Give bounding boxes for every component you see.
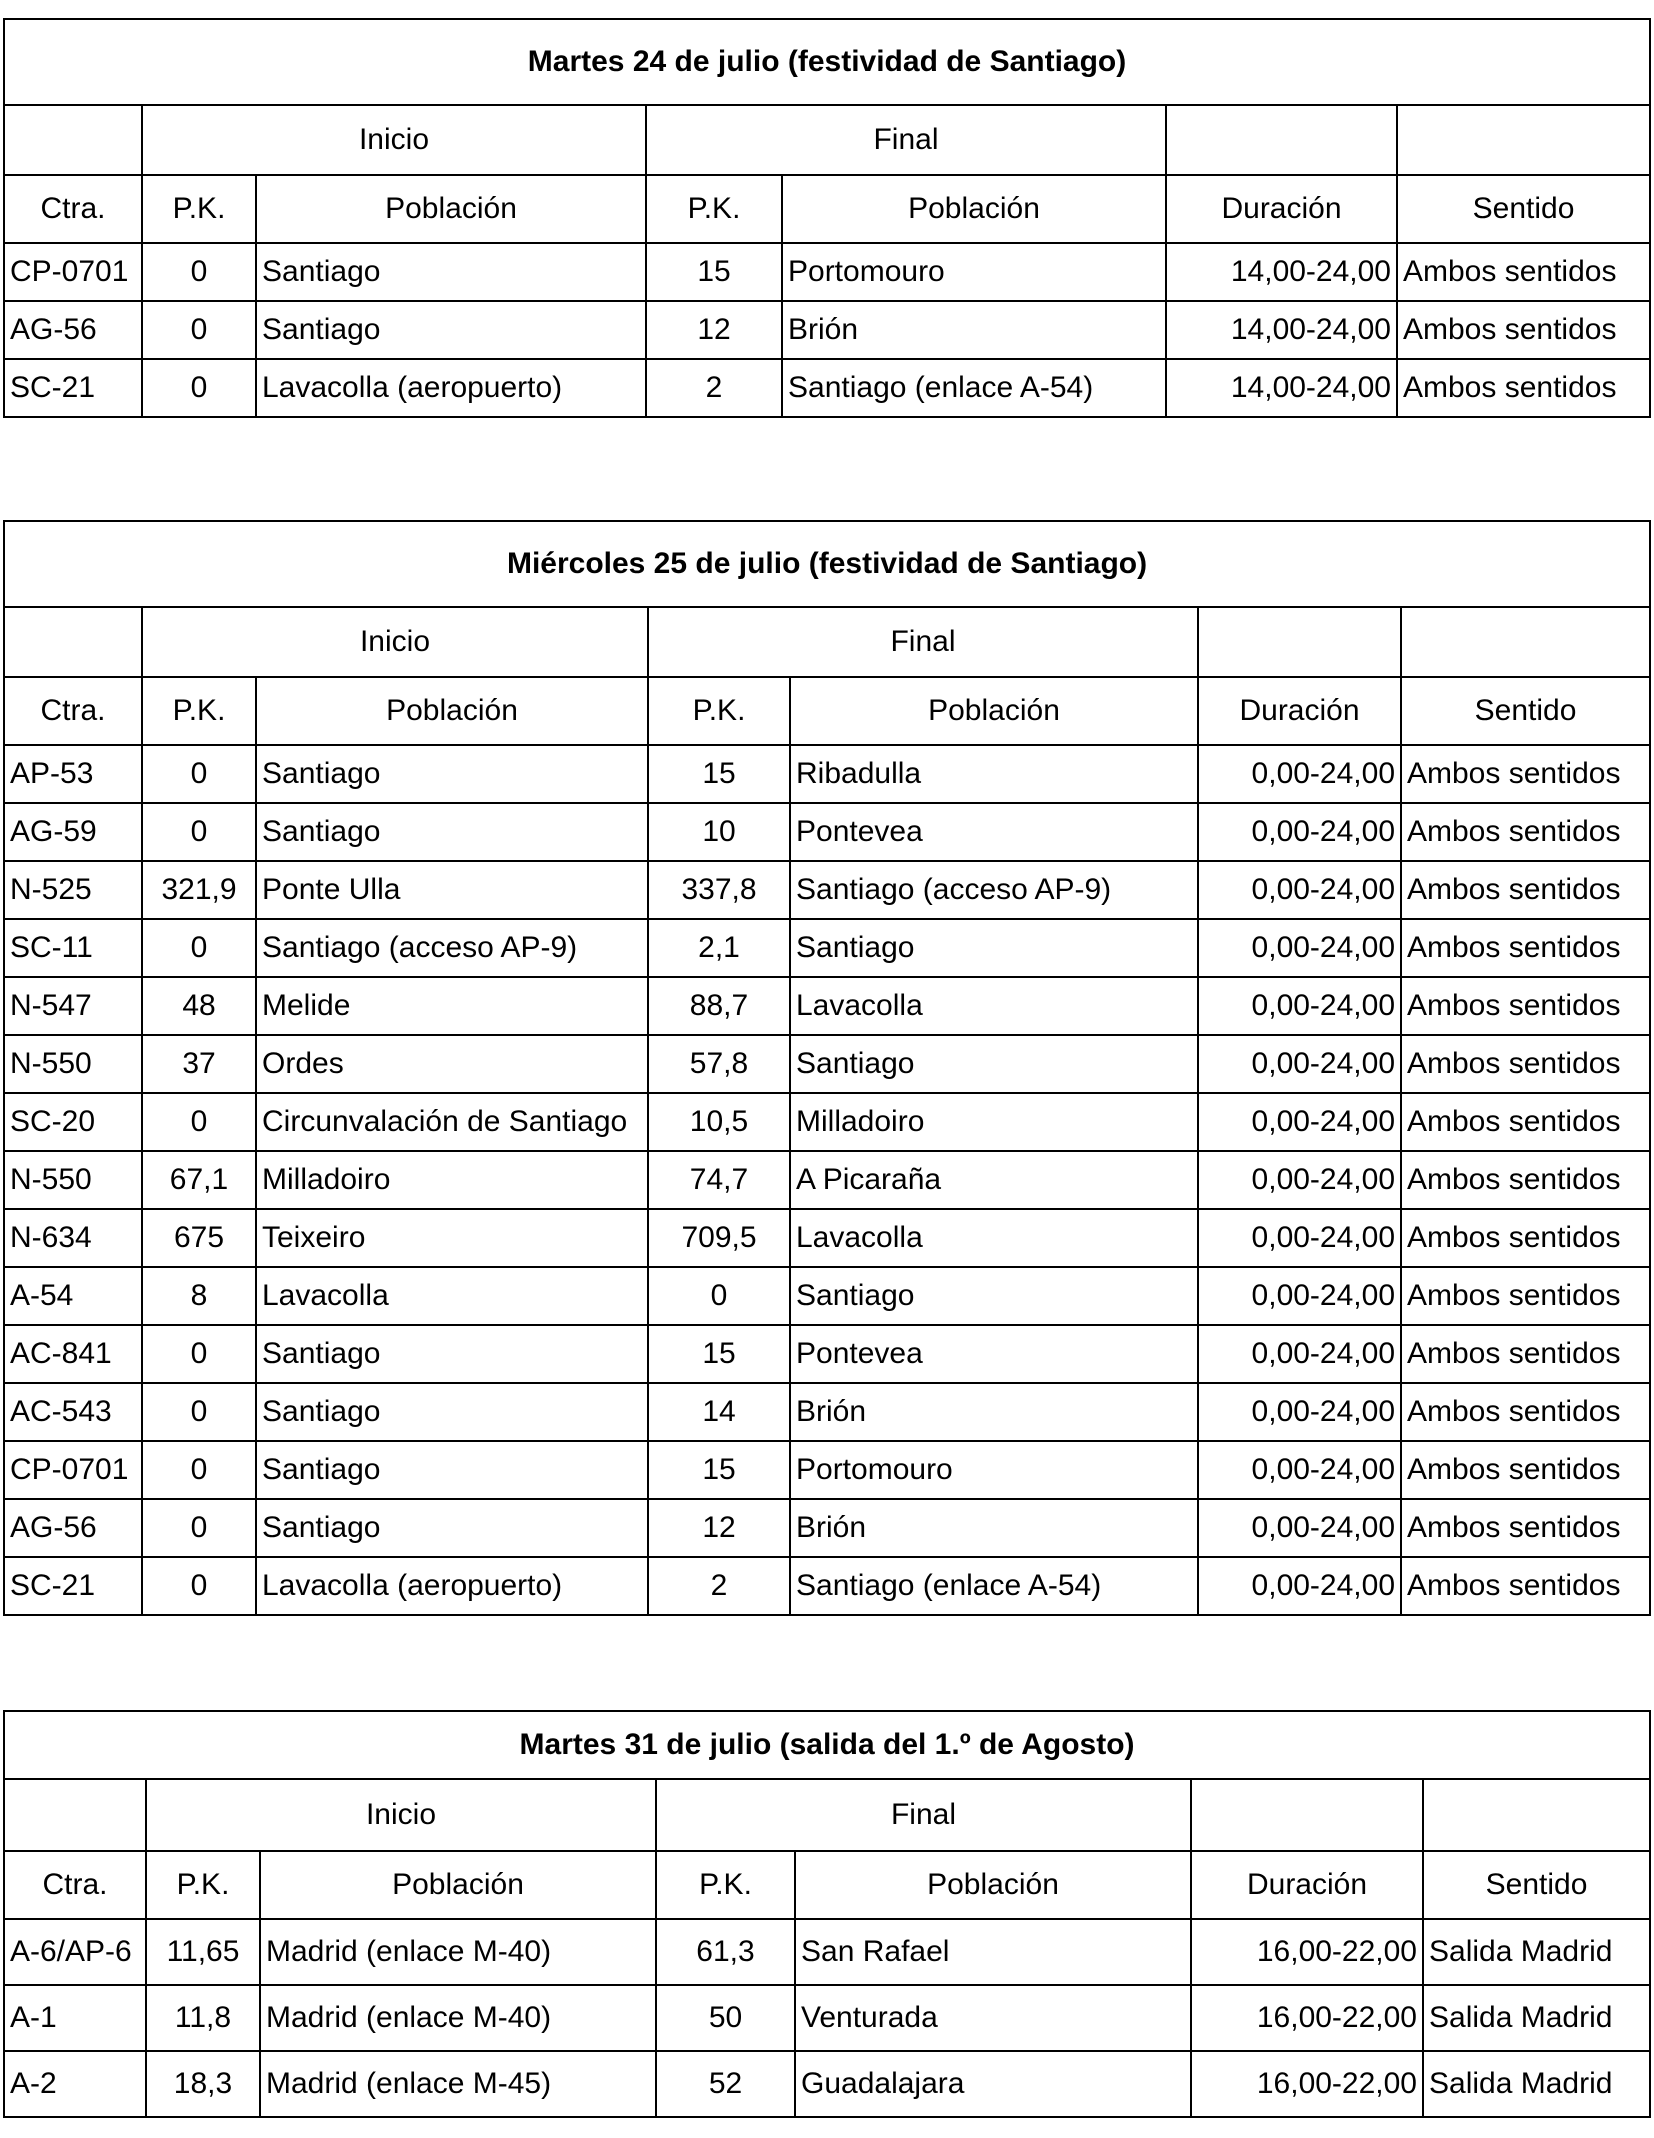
- cell-poblacion-final: Portomouro: [782, 243, 1166, 301]
- cell-pk-inicio: 8: [142, 1267, 256, 1325]
- cell-sentido: Ambos sentidos: [1401, 861, 1650, 919]
- cell-poblacion-inicio: Santiago: [256, 1325, 648, 1383]
- cell-poblacion-inicio: Milladoiro: [256, 1151, 648, 1209]
- cell-poblacion-final: A Picaraña: [790, 1151, 1198, 1209]
- cell-pk-inicio: 0: [142, 243, 256, 301]
- group-header-final: Final: [646, 105, 1166, 175]
- cell-duracion: 0,00-24,00: [1198, 803, 1401, 861]
- cell-sentido: Ambos sentidos: [1401, 919, 1650, 977]
- table-row: [4, 977, 1650, 1035]
- cell-duracion: 0,00-24,00: [1198, 1267, 1401, 1325]
- cell-poblacion-inicio: Lavacolla (aeropuerto): [256, 359, 646, 417]
- cell-pk-inicio: 0: [142, 301, 256, 359]
- group-header-empty: [1401, 607, 1650, 677]
- cell-pk-inicio: 0: [142, 359, 256, 417]
- group-header-row: [4, 1779, 1650, 1851]
- table-row: [4, 359, 1650, 417]
- cell-poblacion-final: Santiago (enlace A-54): [790, 1557, 1198, 1615]
- cell-poblacion-inicio: Santiago: [256, 1441, 648, 1499]
- cell-pk-inicio: 11,65: [146, 1919, 260, 1985]
- cell-poblacion-inicio: Madrid (enlace M-40): [260, 1985, 656, 2051]
- cell-duracion: 16,00-22,00: [1191, 1985, 1423, 2051]
- closures-table-jul-24: [3, 18, 1651, 418]
- cell-sentido: Ambos sentidos: [1401, 745, 1650, 803]
- cell-poblacion-inicio: Madrid (enlace M-45): [260, 2051, 656, 2117]
- cell-poblacion-final: Milladoiro: [790, 1093, 1198, 1151]
- closures-table-jul-25: [3, 520, 1651, 1616]
- cell-ctra: CP-0701: [4, 1441, 142, 1499]
- cell-ctra: AC-543: [4, 1383, 142, 1441]
- table-row: [4, 301, 1650, 359]
- cell-ctra: N-634: [4, 1209, 142, 1267]
- col-header-poblacion-inicio: Población: [260, 1851, 656, 1919]
- cell-duracion: 16,00-22,00: [1191, 2051, 1423, 2117]
- cell-pk-final: 15: [646, 243, 782, 301]
- col-header-sentido: Sentido: [1423, 1851, 1650, 1919]
- cell-ctra: A-2: [4, 2051, 146, 2117]
- cell-poblacion-inicio: Santiago: [256, 243, 646, 301]
- cell-ctra: AP-53: [4, 745, 142, 803]
- col-header-poblacion-final: Población: [790, 677, 1198, 745]
- cell-duracion: 0,00-24,00: [1198, 1151, 1401, 1209]
- cell-ctra: N-547: [4, 977, 142, 1035]
- cell-poblacion-inicio: Lavacolla (aeropuerto): [256, 1557, 648, 1615]
- cell-pk-inicio: 0: [142, 919, 256, 977]
- cell-poblacion-inicio: Lavacolla: [256, 1267, 648, 1325]
- cell-duracion: 14,00-24,00: [1166, 359, 1397, 417]
- cell-pk-final: 2: [648, 1557, 790, 1615]
- cell-sentido: Ambos sentidos: [1401, 1267, 1650, 1325]
- cell-poblacion-final: Santiago (enlace A-54): [782, 359, 1166, 417]
- cell-poblacion-final: Brión: [790, 1383, 1198, 1441]
- cell-poblacion-final: Santiago (acceso AP-9): [790, 861, 1198, 919]
- cell-poblacion-final: Venturada: [795, 1985, 1191, 2051]
- cell-poblacion-inicio: Santiago (acceso AP-9): [256, 919, 648, 977]
- col-header-pk-inicio: P.K.: [142, 175, 256, 243]
- group-header-empty: [1198, 607, 1401, 677]
- table-row: [4, 1985, 1650, 2051]
- cell-poblacion-final: Lavacolla: [790, 1209, 1198, 1267]
- cell-sentido: Ambos sentidos: [1401, 1151, 1650, 1209]
- cell-sentido: Ambos sentidos: [1397, 359, 1650, 417]
- cell-poblacion-inicio: Ponte Ulla: [256, 861, 648, 919]
- cell-pk-final: 88,7: [648, 977, 790, 1035]
- cell-duracion: 16,00-22,00: [1191, 1919, 1423, 1985]
- col-header-poblacion-final: Población: [782, 175, 1166, 243]
- col-header-duracion: Duración: [1191, 1851, 1423, 1919]
- col-header-pk-final: P.K.: [646, 175, 782, 243]
- table-title-row: [4, 1711, 1650, 1779]
- cell-duracion: 0,00-24,00: [1198, 1499, 1401, 1557]
- cell-pk-inicio: 67,1: [142, 1151, 256, 1209]
- cell-pk-final: 15: [648, 1325, 790, 1383]
- cell-duracion: 14,00-24,00: [1166, 301, 1397, 359]
- cell-poblacion-final: Brión: [782, 301, 1166, 359]
- cell-sentido: Ambos sentidos: [1401, 1325, 1650, 1383]
- column-header-row: [4, 677, 1650, 745]
- table-row: [4, 745, 1650, 803]
- table-row: [4, 861, 1650, 919]
- cell-sentido: Ambos sentidos: [1401, 1557, 1650, 1615]
- cell-pk-inicio: 0: [142, 1499, 256, 1557]
- table-row: [4, 1035, 1650, 1093]
- cell-pk-inicio: 0: [142, 803, 256, 861]
- cell-pk-inicio: 0: [142, 1557, 256, 1615]
- cell-poblacion-final: Pontevea: [790, 1325, 1198, 1383]
- cell-duracion: 0,00-24,00: [1198, 861, 1401, 919]
- cell-pk-inicio: 37: [142, 1035, 256, 1093]
- group-header-empty: [1191, 1779, 1423, 1851]
- group-header-empty: [4, 607, 142, 677]
- group-header-inicio: Inicio: [146, 1779, 656, 1851]
- cell-pk-final: 15: [648, 1441, 790, 1499]
- cell-ctra: N-550: [4, 1151, 142, 1209]
- cell-ctra: AG-56: [4, 1499, 142, 1557]
- cell-pk-final: 12: [646, 301, 782, 359]
- col-header-ctra: Ctra.: [4, 175, 142, 243]
- table-title-row: [4, 521, 1650, 607]
- cell-poblacion-final: Santiago: [790, 1035, 1198, 1093]
- cell-pk-inicio: 0: [142, 1383, 256, 1441]
- cell-ctra: AC-841: [4, 1325, 142, 1383]
- table-row: [4, 1267, 1650, 1325]
- cell-poblacion-final: San Rafael: [795, 1919, 1191, 1985]
- cell-sentido: Ambos sentidos: [1401, 1441, 1650, 1499]
- table-row: [4, 243, 1650, 301]
- cell-sentido: Ambos sentidos: [1397, 243, 1650, 301]
- col-header-sentido: Sentido: [1401, 677, 1650, 745]
- cell-pk-final: 2: [646, 359, 782, 417]
- column-header-row: [4, 175, 1650, 243]
- cell-poblacion-final: Portomouro: [790, 1441, 1198, 1499]
- group-header-final: Final: [656, 1779, 1191, 1851]
- group-header-empty: [4, 1779, 146, 1851]
- cell-duracion: 0,00-24,00: [1198, 977, 1401, 1035]
- col-header-duracion: Duración: [1166, 175, 1397, 243]
- cell-ctra: SC-20: [4, 1093, 142, 1151]
- cell-duracion: 0,00-24,00: [1198, 1035, 1401, 1093]
- cell-ctra: SC-21: [4, 359, 142, 417]
- cell-ctra: AG-56: [4, 301, 142, 359]
- cell-sentido: Ambos sentidos: [1397, 301, 1650, 359]
- group-header-row: [4, 607, 1650, 677]
- cell-sentido: Ambos sentidos: [1401, 1035, 1650, 1093]
- cell-poblacion-inicio: Ordes: [256, 1035, 648, 1093]
- cell-ctra: A-54: [4, 1267, 142, 1325]
- table-row: [4, 803, 1650, 861]
- col-header-pk-final: P.K.: [656, 1851, 795, 1919]
- col-header-poblacion-inicio: Población: [256, 677, 648, 745]
- cell-poblacion-final: Santiago: [790, 1267, 1198, 1325]
- cell-pk-final: 61,3: [656, 1919, 795, 1985]
- cell-ctra: SC-21: [4, 1557, 142, 1615]
- cell-pk-final: 2,1: [648, 919, 790, 977]
- group-header-inicio: Inicio: [142, 105, 646, 175]
- cell-poblacion-final: Lavacolla: [790, 977, 1198, 1035]
- cell-sentido: Ambos sentidos: [1401, 1209, 1650, 1267]
- cell-poblacion-final: Santiago: [790, 919, 1198, 977]
- table-title: Martes 24 de julio (festividad de Santiago): [4, 19, 1650, 105]
- col-header-pk-final: P.K.: [648, 677, 790, 745]
- cell-pk-final: 57,8: [648, 1035, 790, 1093]
- table-row: [4, 2051, 1650, 2117]
- cell-poblacion-inicio: Circunvalación de Santiago: [256, 1093, 648, 1151]
- cell-poblacion-inicio: Melide: [256, 977, 648, 1035]
- table-title: Miércoles 25 de julio (festividad de Santiago): [4, 521, 1650, 607]
- cell-pk-final: 14: [648, 1383, 790, 1441]
- table-row: [4, 1557, 1650, 1615]
- table-row: [4, 1093, 1650, 1151]
- cell-duracion: 0,00-24,00: [1198, 1325, 1401, 1383]
- cell-pk-inicio: 11,8: [146, 1985, 260, 2051]
- cell-sentido: Ambos sentidos: [1401, 977, 1650, 1035]
- cell-pk-inicio: 0: [142, 1093, 256, 1151]
- cell-pk-final: 709,5: [648, 1209, 790, 1267]
- cell-pk-inicio: 48: [142, 977, 256, 1035]
- cell-duracion: 0,00-24,00: [1198, 1093, 1401, 1151]
- cell-pk-inicio: 675: [142, 1209, 256, 1267]
- cell-ctra: N-525: [4, 861, 142, 919]
- col-header-ctra: Ctra.: [4, 677, 142, 745]
- cell-duracion: 14,00-24,00: [1166, 243, 1397, 301]
- table-title-row: [4, 19, 1650, 105]
- table-row: [4, 1383, 1650, 1441]
- cell-poblacion-final: Pontevea: [790, 803, 1198, 861]
- cell-duracion: 0,00-24,00: [1198, 919, 1401, 977]
- cell-pk-final: 337,8: [648, 861, 790, 919]
- cell-pk-inicio: 0: [142, 745, 256, 803]
- table-row: [4, 1209, 1650, 1267]
- cell-pk-final: 10,5: [648, 1093, 790, 1151]
- col-header-ctra: Ctra.: [4, 1851, 146, 1919]
- cell-ctra: A-1: [4, 1985, 146, 2051]
- cell-poblacion-inicio: Santiago: [256, 803, 648, 861]
- cell-duracion: 0,00-24,00: [1198, 1383, 1401, 1441]
- col-header-sentido: Sentido: [1397, 175, 1650, 243]
- cell-pk-final: 12: [648, 1499, 790, 1557]
- cell-ctra: SC-11: [4, 919, 142, 977]
- group-header-empty: [4, 105, 142, 175]
- cell-pk-final: 52: [656, 2051, 795, 2117]
- cell-poblacion-inicio: Santiago: [256, 745, 648, 803]
- group-header-empty: [1423, 1779, 1650, 1851]
- cell-sentido: Ambos sentidos: [1401, 1093, 1650, 1151]
- col-header-duracion: Duración: [1198, 677, 1401, 745]
- cell-sentido: Ambos sentidos: [1401, 803, 1650, 861]
- group-header-empty: [1397, 105, 1650, 175]
- table-row: [4, 1919, 1650, 1985]
- table-row: [4, 1441, 1650, 1499]
- cell-ctra: N-550: [4, 1035, 142, 1093]
- group-header-final: Final: [648, 607, 1198, 677]
- cell-poblacion-inicio: Santiago: [256, 1499, 648, 1557]
- table-title: Martes 31 de julio (salida del 1.º de Agosto): [4, 1711, 1650, 1779]
- col-header-pk-inicio: P.K.: [146, 1851, 260, 1919]
- cell-pk-final: 10: [648, 803, 790, 861]
- cell-pk-inicio: 321,9: [142, 861, 256, 919]
- cell-sentido: Ambos sentidos: [1401, 1383, 1650, 1441]
- cell-poblacion-inicio: Santiago: [256, 301, 646, 359]
- cell-poblacion-inicio: Madrid (enlace M-40): [260, 1919, 656, 1985]
- cell-pk-final: 0: [648, 1267, 790, 1325]
- cell-duracion: 0,00-24,00: [1198, 1209, 1401, 1267]
- cell-sentido: Salida Madrid: [1423, 1919, 1650, 1985]
- closures-table-jul-31: [3, 1710, 1651, 2118]
- cell-poblacion-final: Guadalajara: [795, 2051, 1191, 2117]
- cell-pk-final: 15: [648, 745, 790, 803]
- cell-pk-final: 74,7: [648, 1151, 790, 1209]
- table-row: [4, 919, 1650, 977]
- cell-pk-inicio: 18,3: [146, 2051, 260, 2117]
- cell-pk-inicio: 0: [142, 1441, 256, 1499]
- cell-sentido: Salida Madrid: [1423, 1985, 1650, 2051]
- cell-ctra: AG-59: [4, 803, 142, 861]
- table-row: [4, 1325, 1650, 1383]
- cell-ctra: CP-0701: [4, 243, 142, 301]
- cell-poblacion-final: Brión: [790, 1499, 1198, 1557]
- table-row: [4, 1499, 1650, 1557]
- group-header-row: [4, 105, 1650, 175]
- col-header-poblacion-inicio: Población: [256, 175, 646, 243]
- cell-pk-final: 50: [656, 1985, 795, 2051]
- cell-sentido: Ambos sentidos: [1401, 1499, 1650, 1557]
- cell-duracion: 0,00-24,00: [1198, 1441, 1401, 1499]
- group-header-inicio: Inicio: [142, 607, 648, 677]
- cell-duracion: 0,00-24,00: [1198, 745, 1401, 803]
- cell-sentido: Salida Madrid: [1423, 2051, 1650, 2117]
- cell-pk-inicio: 0: [142, 1325, 256, 1383]
- table-row: [4, 1151, 1650, 1209]
- group-header-empty: [1166, 105, 1397, 175]
- column-header-row: [4, 1851, 1650, 1919]
- cell-poblacion-final: Ribadulla: [790, 745, 1198, 803]
- cell-ctra: A-6/AP-6: [4, 1919, 146, 1985]
- col-header-poblacion-final: Población: [795, 1851, 1191, 1919]
- cell-duracion: 0,00-24,00: [1198, 1557, 1401, 1615]
- cell-poblacion-inicio: Teixeiro: [256, 1209, 648, 1267]
- cell-poblacion-inicio: Santiago: [256, 1383, 648, 1441]
- col-header-pk-inicio: P.K.: [142, 677, 256, 745]
